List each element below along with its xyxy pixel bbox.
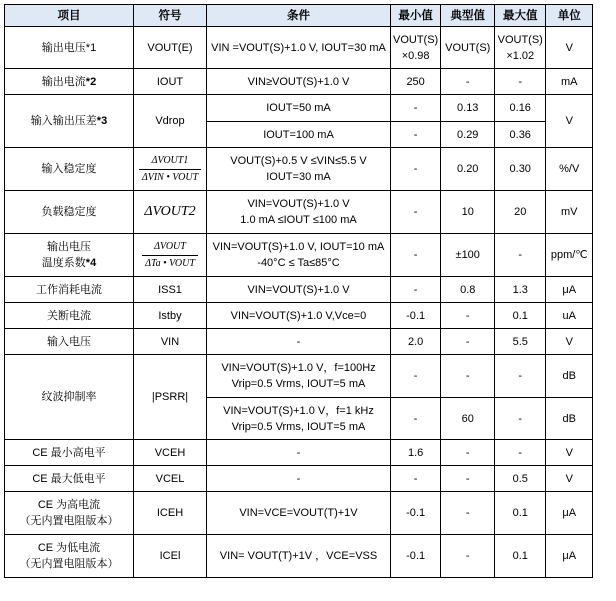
condition-line-1: VIN=VOUT(S)+1.0 V	[247, 198, 350, 210]
typ-cell: -	[441, 535, 495, 578]
note-ref: *3	[96, 115, 108, 127]
condition-cell	[207, 234, 391, 277]
condition-cell	[207, 398, 391, 440]
fraction-denominator: ΔVIN • VOUT	[141, 171, 199, 183]
min-cell: 2.0	[391, 329, 441, 355]
unit-cell: %/V	[546, 148, 593, 191]
max-cell: -	[495, 398, 546, 440]
row-line-regulation	[5, 148, 593, 191]
condition-line-1: VOUT(S)+0.5 V ≤VIN≤5.5 V	[230, 155, 367, 167]
condition-cell: VIN =VOUT(S)+1.0 V, IOUT=30 mA	[207, 27, 391, 69]
fraction-numerator: ΔVOUT	[142, 240, 198, 256]
typ-cell: -	[441, 69, 495, 95]
row-dropout-1	[5, 95, 593, 122]
item-cell: 输入稳定度	[5, 148, 134, 191]
typ-cell: 0.29	[441, 122, 495, 148]
max-cell	[495, 27, 546, 69]
condition-cell: VIN=VOUT(S)+1.0 V,Vce=0	[207, 303, 391, 329]
condition-line-1: VIN=VOUT(S)+1.0 V, IOUT=10 mA	[212, 241, 385, 253]
row-supply-current	[5, 277, 593, 303]
row-standby-current	[5, 303, 593, 329]
row-temp-coefficient	[5, 234, 593, 277]
condition-cell: VIN=VOUT(S)+1.0 V	[207, 277, 391, 303]
header-condition: 条件	[207, 5, 391, 27]
min-cell: -0.1	[391, 492, 441, 535]
fraction-symbol	[142, 240, 198, 271]
condition-line-2: 1.0 mA ≤IOUT ≤100 mA	[240, 214, 357, 226]
condition-cell	[207, 191, 391, 234]
condition-cell: VIN=VCE=VOUT(T)+1V	[207, 492, 391, 535]
condition-line-1: VIN=VOUT(S)+1.0 V，f=100Hz	[221, 362, 376, 374]
item-label-line-1: 输出电压	[47, 241, 91, 253]
symbol-cell: IOUT	[134, 69, 207, 95]
symbol-cell: VIN	[134, 329, 207, 355]
unit-cell: dB	[546, 398, 593, 440]
unit-cell: mV	[546, 191, 593, 234]
symbol-cell: Vdrop	[134, 95, 207, 148]
condition-cell: VIN= VOUT(T)+1V ，VCE=VSS	[207, 535, 391, 578]
unit-cell: μA	[546, 492, 593, 535]
min-cell: -	[391, 122, 441, 148]
fraction-numerator: ΔVOUT1	[139, 154, 201, 170]
typ-cell: -	[441, 440, 495, 466]
item-cell	[5, 535, 134, 578]
item-label: 输入输出压差	[30, 115, 97, 127]
typ-cell: VOUT(S)	[441, 27, 495, 69]
row-load-regulation	[5, 191, 593, 234]
item-cell	[5, 69, 134, 95]
unit-cell: μA	[546, 535, 593, 578]
symbol-cell: VOUT(E)	[134, 27, 207, 69]
unit-cell: dB	[546, 355, 593, 398]
item-label: 输出电流	[41, 75, 86, 88]
unit-cell: V	[546, 95, 593, 148]
header-min: 最小值	[391, 5, 441, 27]
condition-cell: -	[207, 329, 391, 355]
typ-cell: -	[441, 492, 495, 535]
max-value: VOUT(S)	[497, 33, 543, 46]
unit-cell: mA	[546, 69, 593, 95]
min-value: VOUT(S)	[393, 33, 439, 46]
header-item: 项目	[5, 5, 134, 27]
header-unit: 单位	[546, 5, 593, 27]
unit-cell: V	[546, 466, 593, 492]
typ-cell: 10	[441, 191, 495, 234]
note-ref: *4	[85, 257, 97, 269]
max-cell: -	[495, 69, 546, 95]
fraction-symbol	[139, 154, 201, 185]
min-cell	[391, 27, 441, 69]
electrical-characteristics-table	[4, 4, 593, 578]
note-ref: *1	[85, 41, 97, 54]
unit-cell: V	[546, 329, 593, 355]
max-cell: -	[495, 355, 546, 398]
fraction-denominator: ΔTa • VOUT	[145, 257, 195, 269]
typ-cell: ±100	[441, 234, 495, 277]
symbol-cell: ICEl	[134, 535, 207, 578]
min-cell: 1.6	[391, 440, 441, 466]
symbol-cell: ISS1	[134, 277, 207, 303]
item-cell: 输入电压	[5, 329, 134, 355]
condition-line-2: -40°C ≤ Ta≤85°C	[257, 257, 340, 269]
min-cell: -0.1	[391, 535, 441, 578]
item-cell	[5, 95, 134, 148]
symbol-text: ΔVOUT2	[144, 204, 196, 219]
min-cell: -	[391, 466, 441, 492]
min-cell: -	[391, 191, 441, 234]
item-cell: 关断电流	[5, 303, 134, 329]
unit-cell: V	[546, 440, 593, 466]
min-cell: -0.1	[391, 303, 441, 329]
row-ce-high-level	[5, 440, 593, 466]
max-cell: 0.5	[495, 466, 546, 492]
symbol-cell: ICEH	[134, 492, 207, 535]
unit-cell: uA	[546, 303, 593, 329]
item-cell: CE 最大低电平	[5, 466, 134, 492]
symbol-cell: Istby	[134, 303, 207, 329]
item-label-line-1: CE 为高电流	[37, 499, 101, 511]
max-cell: 5.5	[495, 329, 546, 355]
condition-line-2: Vrip=0.5 Vrms, IOUT=5 mA	[231, 378, 366, 390]
min-cell: -	[391, 148, 441, 191]
max-cell: 0.36	[495, 122, 546, 148]
condition-cell: -	[207, 440, 391, 466]
header-symbol: 符号	[134, 5, 207, 27]
item-label-line-2: （无内置电阻版本）	[19, 558, 119, 570]
symbol-cell	[134, 148, 207, 191]
max-cell: 1.3	[495, 277, 546, 303]
condition-cell: IOUT=50 mA	[207, 95, 391, 122]
max-cell: -	[495, 440, 546, 466]
header-typ: 典型值	[441, 5, 495, 27]
max-cell: 20	[495, 191, 546, 234]
typ-cell: 0.13	[441, 95, 495, 122]
max-cell: 0.1	[495, 492, 546, 535]
item-cell	[5, 234, 134, 277]
item-label-line-2: （无内置电阻版本）	[19, 515, 119, 527]
condition-cell: IOUT=100 mA	[207, 122, 391, 148]
note-ref: *2	[85, 75, 97, 88]
condition-cell: -	[207, 466, 391, 492]
item-label: 输出电压	[41, 41, 86, 54]
typ-cell: 60	[441, 398, 495, 440]
item-cell: 工作消耗电流	[5, 277, 134, 303]
row-output-voltage	[5, 27, 593, 69]
item-label-line-2	[7, 255, 131, 271]
row-ce-low-current	[5, 535, 593, 578]
unit-cell: V	[546, 27, 593, 69]
header-max: 最大值	[495, 5, 546, 27]
min-factor: ×0.98	[401, 49, 430, 62]
item-label-text: 温度系数	[41, 257, 86, 269]
typ-cell: -	[441, 303, 495, 329]
row-input-voltage	[5, 329, 593, 355]
min-cell: -	[391, 355, 441, 398]
max-cell: 0.1	[495, 535, 546, 578]
typ-cell: -	[441, 355, 495, 398]
symbol-cell: VCEH	[134, 440, 207, 466]
item-cell	[5, 27, 134, 69]
symbol-cell	[134, 234, 207, 277]
row-output-current	[5, 69, 593, 95]
max-factor: ×1.02	[506, 49, 535, 62]
max-cell: 0.1	[495, 303, 546, 329]
condition-line-1: VIN=VOUT(S)+1.0 V，f=1 kHz	[223, 404, 374, 417]
condition-line-2: IOUT=30 mA	[266, 171, 331, 183]
item-label-line-1: CE 为低电流	[37, 542, 101, 554]
row-psrr-1	[5, 355, 593, 398]
unit-cell: μA	[546, 277, 593, 303]
unit-cell: ppm/℃	[546, 234, 593, 277]
condition-line-2: Vrip=0.5 Vrms, IOUT=5 mA	[231, 420, 366, 433]
max-cell: 0.16	[495, 95, 546, 122]
condition-cell: VIN≥VOUT(S)+1.0 V	[207, 69, 391, 95]
symbol-cell	[134, 191, 207, 234]
max-cell: 0.30	[495, 148, 546, 191]
row-ce-high-current	[5, 492, 593, 535]
min-cell: -	[391, 234, 441, 277]
row-ce-low-level	[5, 466, 593, 492]
max-cell: -	[495, 234, 546, 277]
item-cell: CE 最小高电平	[5, 440, 134, 466]
header-row	[5, 5, 593, 27]
typ-cell: 0.20	[441, 148, 495, 191]
min-cell: 250	[391, 69, 441, 95]
condition-cell	[207, 355, 391, 398]
min-cell: -	[391, 277, 441, 303]
item-cell	[5, 492, 134, 535]
typ-cell: -	[441, 329, 495, 355]
symbol-cell: |PSRR|	[134, 355, 207, 440]
symbol-cell: VCEL	[134, 466, 207, 492]
condition-cell	[207, 148, 391, 191]
item-cell: 纹波抑制率	[5, 355, 134, 440]
typ-cell: -	[441, 466, 495, 492]
typ-cell: 0.8	[441, 277, 495, 303]
item-cell: 负载稳定度	[5, 191, 134, 234]
min-cell: -	[391, 95, 441, 122]
min-cell: -	[391, 398, 441, 440]
